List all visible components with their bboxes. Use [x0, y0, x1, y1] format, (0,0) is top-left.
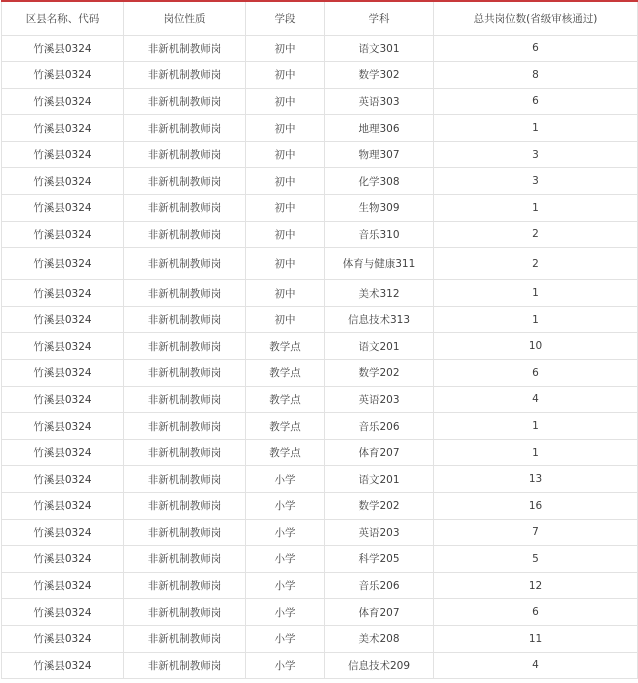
cell-county-code: 竹溪县0324 — [2, 306, 124, 333]
cell-total-positions: 16 — [434, 493, 638, 520]
cell-total-positions: 12 — [434, 572, 638, 599]
table-row — [2, 168, 638, 195]
cell-county-code: 竹溪县0324 — [2, 439, 124, 466]
cell-school-level: 教学点 — [246, 333, 325, 360]
cell-total-positions: 1 — [434, 306, 638, 333]
cell-subject: 地理306 — [325, 115, 434, 142]
cell-total-positions: 6 — [434, 360, 638, 387]
cell-position-type: 非新机制教师岗 — [124, 652, 246, 679]
cell-county-code: 竹溪县0324 — [2, 35, 124, 62]
cell-county-code: 竹溪县0324 — [2, 88, 124, 115]
header-school-level: 学段 — [246, 1, 325, 35]
cell-position-type: 非新机制教师岗 — [124, 333, 246, 360]
cell-school-level: 初中 — [246, 62, 325, 89]
cell-county-code: 竹溪县0324 — [2, 546, 124, 573]
table-row — [2, 62, 638, 89]
cell-subject: 物理307 — [325, 141, 434, 168]
cell-position-type: 非新机制教师岗 — [124, 195, 246, 222]
cell-total-positions: 1 — [434, 413, 638, 440]
cell-position-type: 非新机制教师岗 — [124, 221, 246, 248]
cell-school-level: 教学点 — [246, 413, 325, 440]
cell-position-type: 非新机制教师岗 — [124, 88, 246, 115]
cell-school-level: 教学点 — [246, 439, 325, 466]
cell-county-code: 竹溪县0324 — [2, 221, 124, 248]
cell-subject: 英语303 — [325, 88, 434, 115]
cell-county-code: 竹溪县0324 — [2, 195, 124, 222]
cell-total-positions: 1 — [434, 195, 638, 222]
cell-county-code: 竹溪县0324 — [2, 168, 124, 195]
cell-total-positions: 1 — [434, 439, 638, 466]
cell-subject: 数学202 — [325, 360, 434, 387]
cell-position-type: 非新机制教师岗 — [124, 625, 246, 652]
cell-total-positions: 8 — [434, 62, 638, 89]
table-row — [2, 652, 638, 679]
cell-school-level: 初中 — [246, 195, 325, 222]
cell-subject: 信息技术313 — [325, 306, 434, 333]
cell-subject: 音乐206 — [325, 572, 434, 599]
cell-total-positions: 2 — [434, 248, 638, 280]
cell-county-code: 竹溪县0324 — [2, 413, 124, 440]
table-row — [2, 546, 638, 573]
cell-total-positions: 7 — [434, 519, 638, 546]
table-row — [2, 466, 638, 493]
table-row — [2, 493, 638, 520]
cell-total-positions: 2 — [434, 221, 638, 248]
cell-total-positions: 1 — [434, 115, 638, 142]
cell-subject: 语文201 — [325, 333, 434, 360]
cell-school-level: 小学 — [246, 493, 325, 520]
cell-subject: 化学308 — [325, 168, 434, 195]
cell-subject: 英语203 — [325, 519, 434, 546]
cell-subject: 美术312 — [325, 280, 434, 307]
cell-total-positions: 11 — [434, 625, 638, 652]
table-row — [2, 572, 638, 599]
cell-subject: 体育207 — [325, 599, 434, 626]
cell-total-positions: 6 — [434, 88, 638, 115]
cell-position-type: 非新机制教师岗 — [124, 519, 246, 546]
cell-county-code: 竹溪县0324 — [2, 62, 124, 89]
table-header — [2, 1, 638, 35]
cell-position-type: 非新机制教师岗 — [124, 546, 246, 573]
table-row — [2, 306, 638, 333]
cell-school-level: 初中 — [246, 221, 325, 248]
cell-subject: 科学205 — [325, 546, 434, 573]
cell-school-level: 初中 — [246, 141, 325, 168]
positions-table — [1, 0, 638, 679]
cell-position-type: 非新机制教师岗 — [124, 306, 246, 333]
cell-subject: 英语203 — [325, 386, 434, 413]
table-row — [2, 439, 638, 466]
table-row — [2, 625, 638, 652]
cell-school-level: 初中 — [246, 35, 325, 62]
cell-school-level: 教学点 — [246, 386, 325, 413]
table-row — [2, 386, 638, 413]
cell-position-type: 非新机制教师岗 — [124, 360, 246, 387]
cell-subject: 美术208 — [325, 625, 434, 652]
cell-position-type: 非新机制教师岗 — [124, 280, 246, 307]
cell-position-type: 非新机制教师岗 — [124, 599, 246, 626]
cell-position-type: 非新机制教师岗 — [124, 572, 246, 599]
cell-county-code: 竹溪县0324 — [2, 572, 124, 599]
cell-school-level: 初中 — [246, 168, 325, 195]
cell-school-level: 小学 — [246, 625, 325, 652]
table-row — [2, 141, 638, 168]
cell-subject: 体育207 — [325, 439, 434, 466]
cell-county-code: 竹溪县0324 — [2, 652, 124, 679]
table-row — [2, 599, 638, 626]
cell-school-level: 小学 — [246, 572, 325, 599]
header-county-code: 区县名称、代码 — [2, 1, 124, 35]
cell-position-type: 非新机制教师岗 — [124, 62, 246, 89]
cell-subject: 数学202 — [325, 493, 434, 520]
cell-subject: 音乐310 — [325, 221, 434, 248]
cell-position-type: 非新机制教师岗 — [124, 466, 246, 493]
cell-position-type: 非新机制教师岗 — [124, 141, 246, 168]
table-body — [2, 35, 638, 679]
cell-subject: 生物309 — [325, 195, 434, 222]
cell-school-level: 小学 — [246, 519, 325, 546]
header-subject: 学科 — [325, 1, 434, 35]
table-row — [2, 115, 638, 142]
cell-position-type: 非新机制教师岗 — [124, 439, 246, 466]
cell-total-positions: 5 — [434, 546, 638, 573]
cell-total-positions: 13 — [434, 466, 638, 493]
table-row — [2, 519, 638, 546]
cell-school-level: 初中 — [246, 248, 325, 280]
cell-position-type: 非新机制教师岗 — [124, 386, 246, 413]
cell-school-level: 教学点 — [246, 360, 325, 387]
cell-position-type: 非新机制教师岗 — [124, 115, 246, 142]
header-total-positions: 总共岗位数(省级审核通过) — [434, 1, 638, 35]
cell-total-positions: 3 — [434, 141, 638, 168]
cell-school-level: 初中 — [246, 306, 325, 333]
cell-county-code: 竹溪县0324 — [2, 115, 124, 142]
cell-total-positions: 4 — [434, 386, 638, 413]
table-row — [2, 413, 638, 440]
cell-school-level: 小学 — [246, 546, 325, 573]
positions-table-container — [1, 0, 637, 679]
cell-position-type: 非新机制教师岗 — [124, 248, 246, 280]
table-row — [2, 280, 638, 307]
table-row — [2, 88, 638, 115]
cell-county-code: 竹溪县0324 — [2, 519, 124, 546]
cell-county-code: 竹溪县0324 — [2, 248, 124, 280]
table-row — [2, 248, 638, 280]
cell-school-level: 小学 — [246, 599, 325, 626]
cell-county-code: 竹溪县0324 — [2, 386, 124, 413]
cell-total-positions: 1 — [434, 280, 638, 307]
cell-subject: 信息技术209 — [325, 652, 434, 679]
cell-position-type: 非新机制教师岗 — [124, 413, 246, 440]
cell-school-level: 小学 — [246, 466, 325, 493]
table-row — [2, 221, 638, 248]
cell-school-level: 小学 — [246, 652, 325, 679]
cell-county-code: 竹溪县0324 — [2, 333, 124, 360]
cell-school-level: 初中 — [246, 115, 325, 142]
cell-county-code: 竹溪县0324 — [2, 360, 124, 387]
cell-subject: 语文201 — [325, 466, 434, 493]
cell-school-level: 初中 — [246, 280, 325, 307]
cell-position-type: 非新机制教师岗 — [124, 35, 246, 62]
cell-total-positions: 10 — [434, 333, 638, 360]
cell-subject: 体育与健康311 — [325, 248, 434, 280]
cell-county-code: 竹溪县0324 — [2, 141, 124, 168]
cell-subject: 音乐206 — [325, 413, 434, 440]
cell-county-code: 竹溪县0324 — [2, 625, 124, 652]
header-row — [2, 1, 638, 35]
table-row — [2, 35, 638, 62]
cell-subject: 语文301 — [325, 35, 434, 62]
header-position-type: 岗位性质 — [124, 1, 246, 35]
table-row — [2, 333, 638, 360]
cell-position-type: 非新机制教师岗 — [124, 168, 246, 195]
cell-county-code: 竹溪县0324 — [2, 280, 124, 307]
cell-total-positions: 6 — [434, 35, 638, 62]
cell-subject: 数学302 — [325, 62, 434, 89]
cell-total-positions: 6 — [434, 599, 638, 626]
cell-total-positions: 3 — [434, 168, 638, 195]
table-row — [2, 360, 638, 387]
cell-position-type: 非新机制教师岗 — [124, 493, 246, 520]
table-row — [2, 195, 638, 222]
cell-county-code: 竹溪县0324 — [2, 599, 124, 626]
cell-school-level: 初中 — [246, 88, 325, 115]
cell-total-positions: 4 — [434, 652, 638, 679]
cell-county-code: 竹溪县0324 — [2, 466, 124, 493]
cell-county-code: 竹溪县0324 — [2, 493, 124, 520]
